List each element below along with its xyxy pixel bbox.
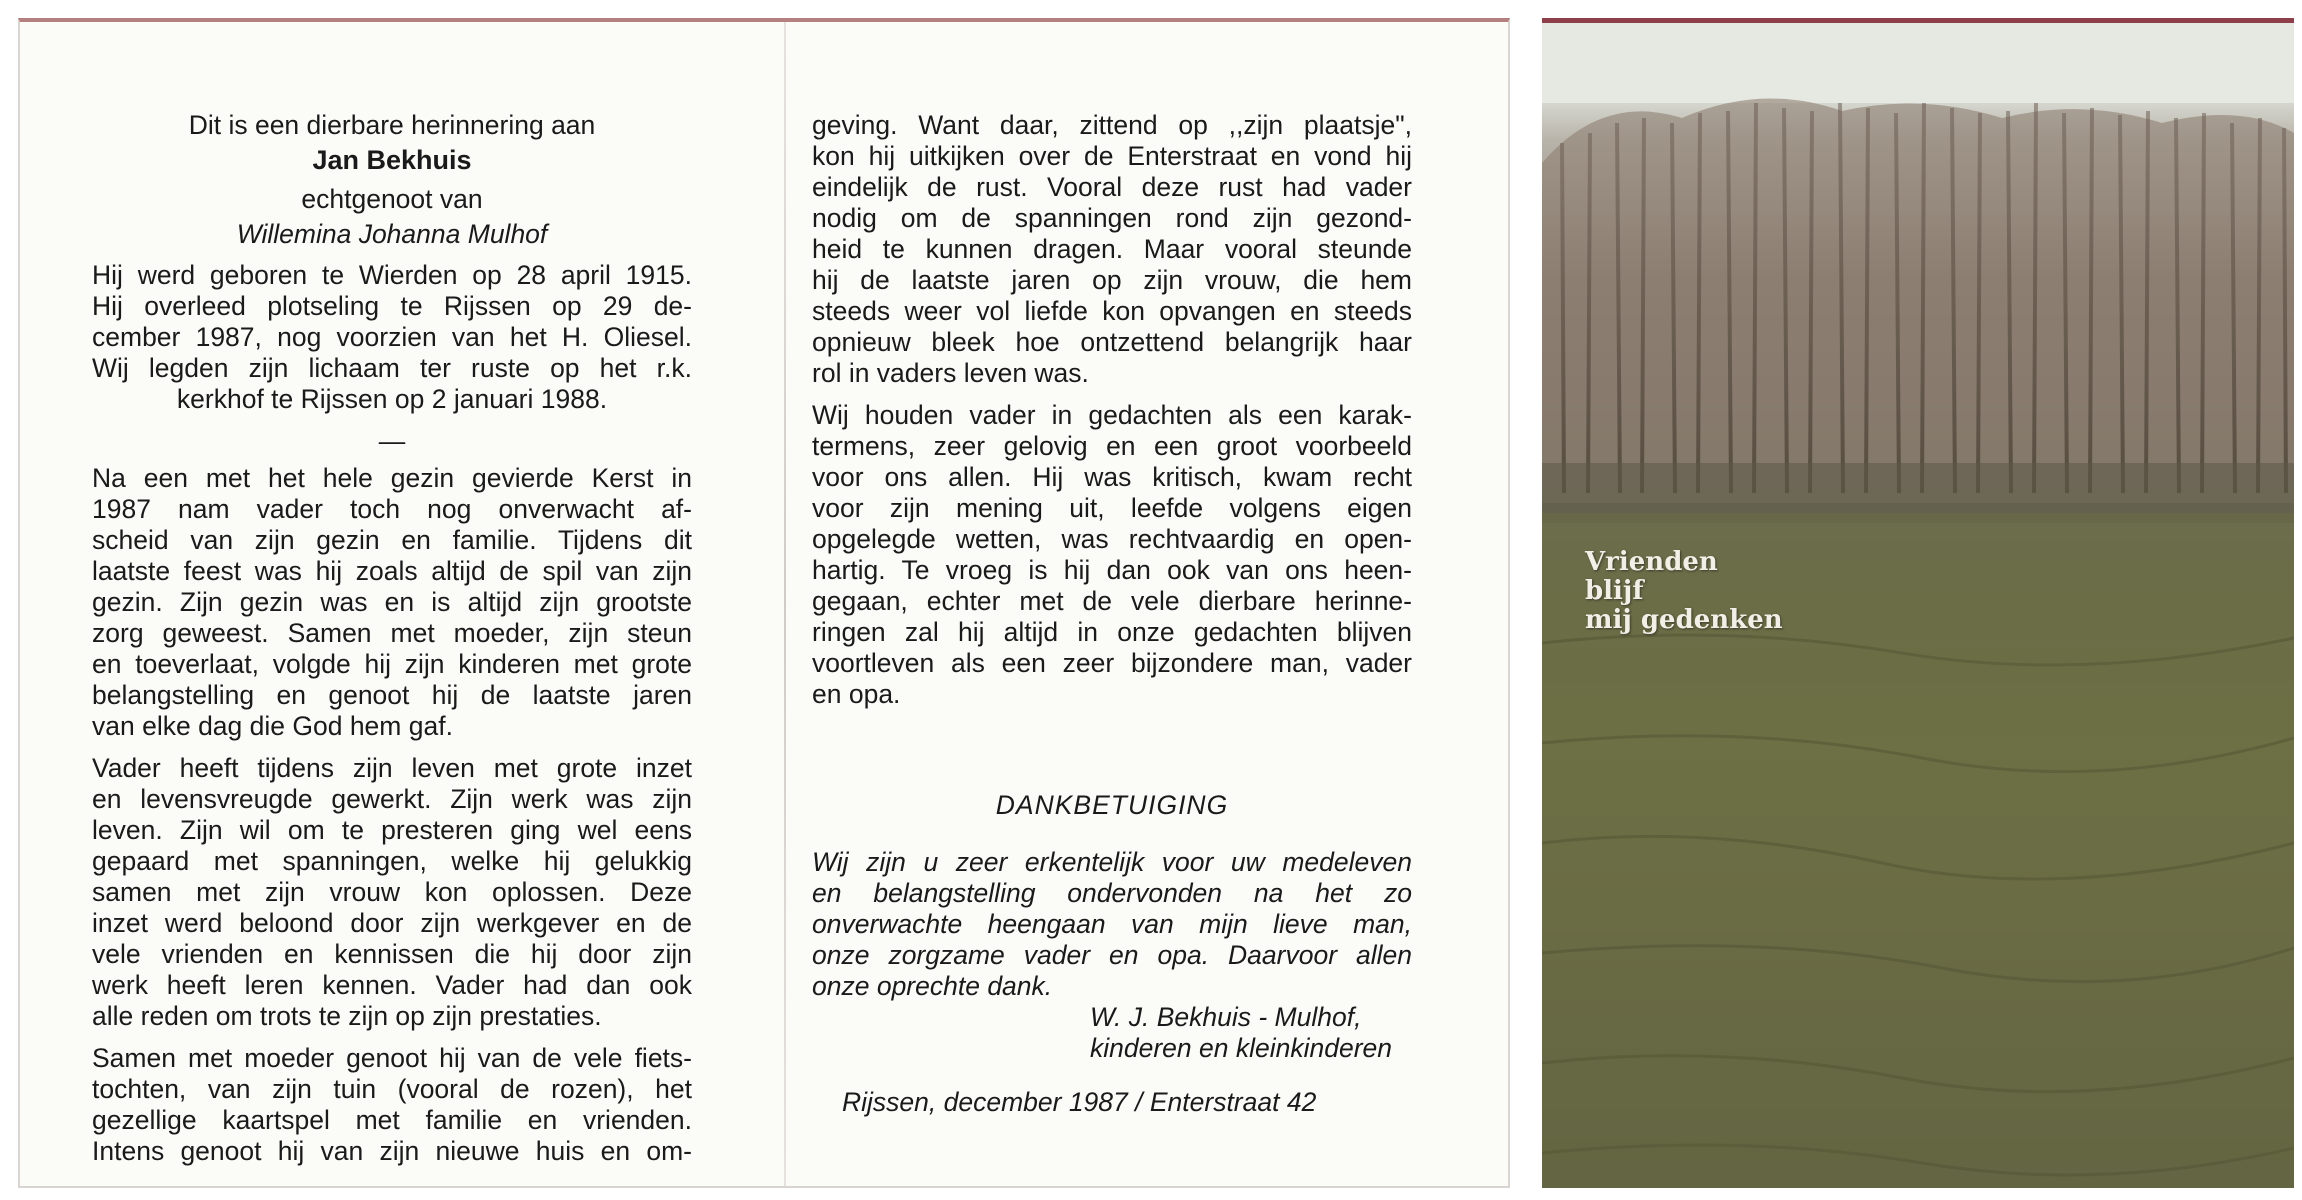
text-line: voor ons allen. Hij was kritisch, kwam recht (812, 462, 1412, 492)
text-line: kerkhof te Rijssen op 2 januari 1988. (176, 384, 608, 414)
sky (1542, 23, 2294, 103)
text-line: Wij legden zijn lichaam ter ruste op het r.k. (92, 353, 692, 383)
text-line: Hij werd geboren te Wierden op 28 april 1915. (92, 260, 692, 290)
thanks-line: Wij zijn u zeer erkentelijk voor uw medeleven (812, 847, 1412, 877)
right-column (812, 110, 1412, 721)
text-line: voortleven als een zeer bijzondere man, vader (812, 648, 1412, 678)
paragraph-leisure (92, 1043, 692, 1167)
paragraph-work (92, 753, 692, 1032)
text-line: kon hij uitkijken over de Enterstraat en vond hij (812, 141, 1412, 171)
signature-line: W. J. Bekhuis - Mulhof, (1090, 1002, 1362, 1032)
text-line: tochten, van zijn tuin (vooral de rozen), het (92, 1074, 692, 1104)
deceased-name: Jan Bekhuis (312, 145, 472, 175)
text-line: Intens genoot hij van zijn nieuwe huis en om- (92, 1136, 692, 1166)
text-line: eindelijk de rust. Vooral deze rust had vader (812, 172, 1412, 202)
text-line: nodig om de spanningen rond zijn gezond- (812, 203, 1412, 233)
text-line: heid te kunnen dragen. Maar vooral steunde (812, 234, 1412, 264)
text-line: werk heeft leren kennen. Vader had dan ook (92, 970, 692, 1000)
thanks-line: en belangstelling ondervonden na het zo (812, 878, 1412, 908)
text-line: opgelegde wetten, was rechtvaardig en open- (812, 524, 1412, 554)
text-line: inzet werd beloond door zijn werkgever en de (92, 908, 692, 938)
caption-line: Vrienden (1585, 547, 1718, 577)
text-line: opnieuw bleek hoe ontzettend belangrijk haar (812, 327, 1412, 357)
caption-line: mij gedenken (1585, 605, 1783, 635)
text-line: Vader heeft tijdens zijn leven met grote inzet (92, 753, 692, 783)
intro-text: Dit is een dierbare herinnering aan (188, 110, 596, 140)
separator: — (378, 426, 406, 456)
text-line: zorg geweest. Samen met moeder, zijn steun (92, 618, 692, 648)
thanks-line: onze zorgzame vader en opa. Daarvoor allen (812, 940, 1412, 970)
spouse-name: Willemina Johanna Mulhof (236, 219, 548, 249)
paragraph-home (812, 110, 1412, 389)
text-line: gezellige kaartspel met familie en vrienden. (92, 1105, 692, 1135)
spouse-label: echtgenoot van (301, 184, 483, 214)
paragraph-christmas (92, 463, 692, 742)
text-line: en toeverlaat, volgde hij zijn kinderen met grote (92, 649, 692, 679)
text-line: 1987 nam vader toch nog onverwacht af- (92, 494, 692, 524)
tree-canopy (1542, 99, 2294, 503)
text-line: en opa. (812, 679, 901, 709)
paragraph-character (812, 400, 1412, 710)
text-line: samen met zijn vrouw kon oplossen. Deze (92, 877, 692, 907)
thanks-title: DANKBETUIGING (995, 790, 1229, 820)
text-line: gezin. Zijn gezin was en is altijd zijn grootste (92, 587, 692, 617)
text-line: belangstelling en genoot hij de laatste jaren (92, 680, 692, 710)
thanks-section (812, 790, 1412, 1002)
caption-line: blijf (1585, 576, 1644, 606)
birth-death-paragraph (92, 260, 692, 415)
text-line: alle reden om trots te zijn op zijn prestaties. (92, 1001, 602, 1031)
place-date: Rijssen, december 1987 / Enterstraat 42 (842, 1087, 1317, 1117)
text-line: termens, zeer gelovig en een groot voorbeeld (812, 431, 1412, 461)
text-line: van elke dag die God hem gaf. (92, 711, 453, 741)
text-line: gegaan, echter met de vele dierbare herinne- (812, 586, 1412, 616)
text-line: laatste feest was hij zoals altijd de spil van zijn (92, 556, 692, 586)
left-column (92, 110, 692, 1178)
text-line: gepaard met spanningen, welke hij gelukkig (92, 846, 692, 876)
signature-block (1090, 1002, 1420, 1064)
cover-photo (1542, 18, 2294, 1188)
text-line: vele vrienden en kennissen die hij door zijn (92, 939, 692, 969)
card-fold (784, 22, 786, 1186)
text-line: Wij houden vader in gedachten als een karak- (812, 400, 1412, 430)
text-line: steeds weer vol liefde kon opvangen en steeds (812, 296, 1412, 326)
thanks-line: onze oprechte dank. (812, 971, 1053, 1001)
signature-line: kinderen en kleinkinderen (1090, 1033, 1393, 1063)
text-line: Hij overleed plotseling te Rijssen op 29 de- (92, 291, 692, 321)
text-line: geving. Want daar, zittend op ,,zijn plaatsje", (812, 110, 1412, 140)
text-line: hij de laatste jaren op zijn vrouw, die hem (812, 265, 1412, 295)
text-line: ringen zal hij altijd in onze gedachten blijven (812, 617, 1412, 647)
text-line: leven. Zijn wil om te presteren ging wel eens (92, 815, 692, 845)
text-line: hartig. Te vroeg is hij dan ook van ons heen- (812, 555, 1412, 585)
text-line: Na een met het hele gezin gevierde Kerst in (92, 463, 692, 493)
text-line: cember 1987, nog voorzien van het H. Oliesel. (92, 322, 692, 352)
cover-caption (1585, 548, 1783, 635)
text-line: en levensvreugde gewerkt. Zijn werk was zijn (92, 784, 692, 814)
text-line: scheid van zijn gezin en familie. Tijdens dit (92, 525, 692, 555)
text-line: rol in vaders leven was. (812, 358, 1089, 388)
text-line: voor zijn mening uit, leefde volgens eigen (812, 493, 1412, 523)
text-line: Samen met moeder genoot hij van de vele fiets- (92, 1043, 692, 1073)
thanks-line: onverwachte heengaan van mijn lieve man, (812, 909, 1412, 939)
